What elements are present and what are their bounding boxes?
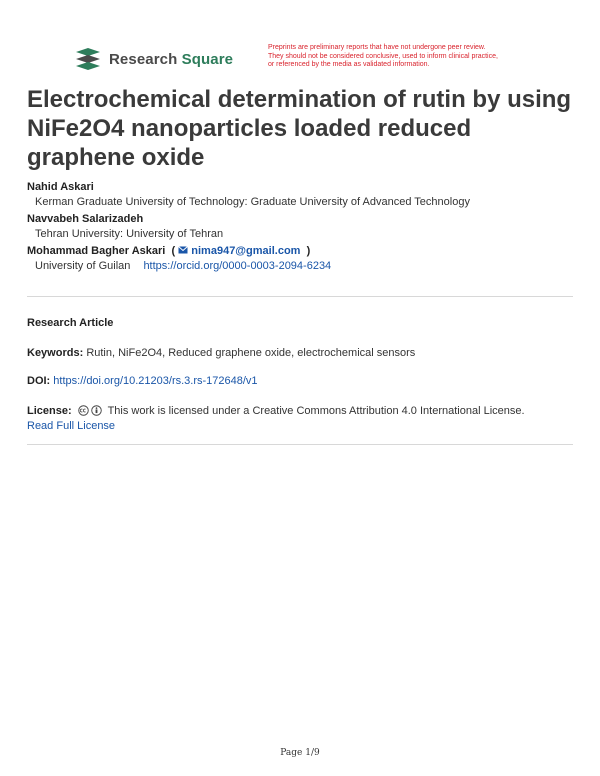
cc-icon (78, 405, 89, 416)
research-square-logo-icon (74, 48, 102, 70)
doi-link[interactable]: https://doi.org/10.21203/rs.3.rs-172648/v1 (53, 375, 258, 387)
author-affiliation-row (27, 259, 573, 274)
attribution-icon (91, 405, 102, 416)
read-full-license-link[interactable]: Read Full License (27, 420, 116, 432)
author-affiliation: Kerman Graduate University of Technology: Graduate University of Advanced Technology (35, 196, 470, 208)
brand-name-part2: Square (181, 50, 234, 68)
section-divider (27, 296, 573, 297)
doi-label: DOI: (27, 375, 51, 387)
research-square-logo[interactable] (74, 48, 233, 70)
email-close-paren: ) (303, 245, 311, 257)
corresponding-author (27, 244, 573, 259)
orcid-link[interactable]: https://orcid.org/0000-0003-2094-6234 (143, 260, 332, 272)
preprint-disclaimer-line: or referenced by the media as validated information. (268, 61, 430, 68)
license-label: License: (27, 405, 72, 417)
envelope-icon (178, 246, 188, 254)
email-open-paren: ( (168, 245, 176, 257)
author-affiliation: University of Guilan (35, 260, 131, 272)
author-list (27, 180, 573, 276)
section-divider (27, 444, 573, 445)
paper-title: Electrochemical determination of rutin by using NiFe2O4 nanoparticles loaded reduced graphene oxide (27, 86, 572, 171)
license-text: This work is licensed under a Creative Commons Attribution 4.0 International License. (107, 405, 525, 417)
author-name: Nahid Askari (27, 181, 94, 193)
preprint-disclaimer-line: They should not be considered conclusive, used to inform clinical practice, (268, 52, 498, 60)
preprint-disclaimer-line: Preprints are preliminary reports that have not undergone peer review. (268, 44, 486, 51)
article-type-label: Research Article (27, 317, 114, 329)
doi-row (27, 374, 573, 389)
preprint-disclaimer (268, 44, 538, 70)
article-type (27, 316, 573, 331)
keywords-label: Keywords: (27, 347, 84, 359)
author-affiliation: Tehran University: University of Tehran (35, 228, 224, 240)
author-name: Navvabeh Salarizadeh (27, 213, 144, 225)
cc-license-icons (78, 405, 102, 416)
author-email-link[interactable]: nima947@gmail.com (191, 245, 301, 257)
author-name: Mohammad Bagher Askari (27, 245, 166, 257)
page-header (0, 0, 600, 80)
brand-name-part1: Research (109, 50, 178, 68)
brand-name (109, 51, 233, 68)
keywords-row (27, 346, 573, 361)
license-row (27, 404, 573, 434)
keywords-value: Rutin, NiFe2O4, Reduced graphene oxide, electrochemical sensors (86, 347, 416, 359)
page-number: Page 1/9 (280, 748, 320, 758)
